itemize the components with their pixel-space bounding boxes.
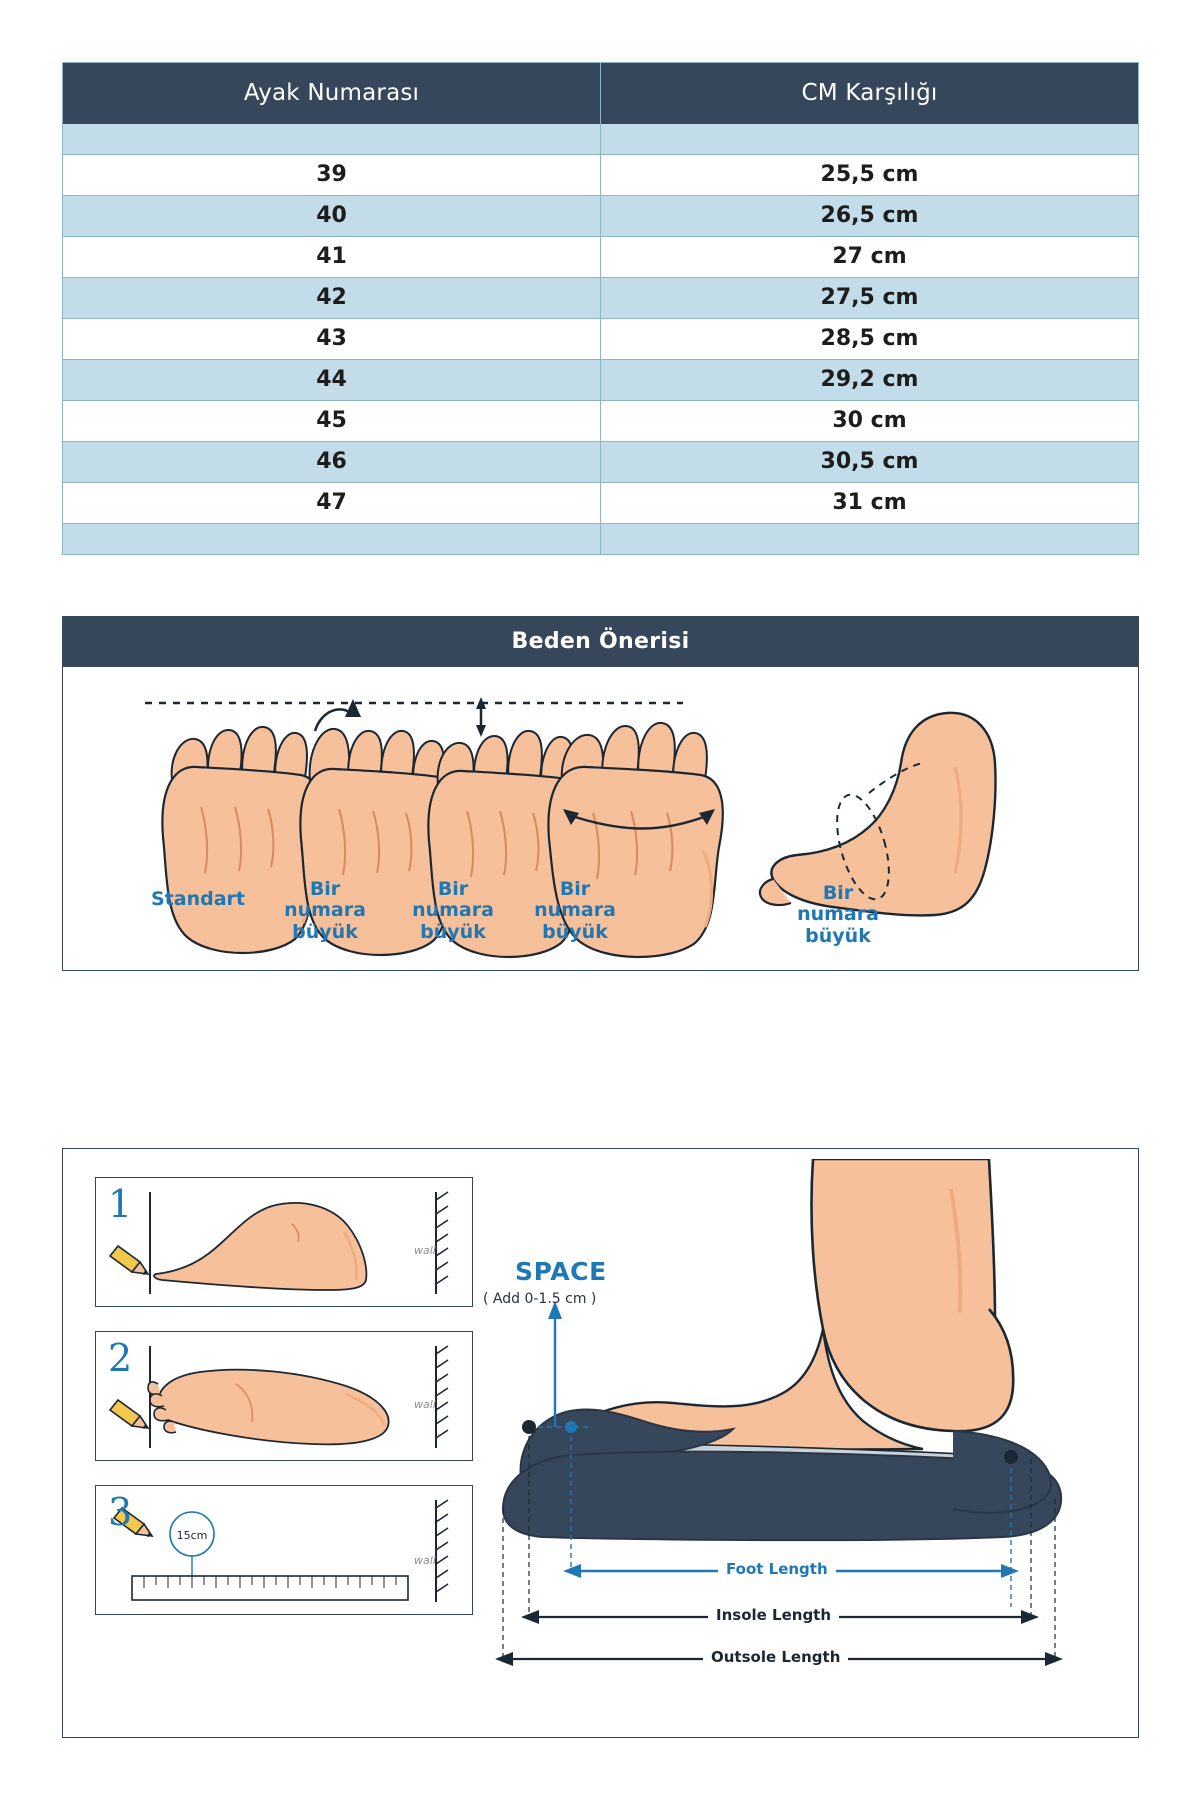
beden-onerisi-body (63, 667, 1138, 969)
wall-label-2: wall (414, 1398, 436, 1411)
ruler-mark-label: 15cm (176, 1529, 208, 1542)
spacer-cell-right (601, 524, 1139, 555)
foot-label-4-line3: büyük (542, 920, 608, 943)
step-number-1: 1 (108, 1182, 133, 1226)
table-row (63, 155, 1139, 196)
table-row (63, 360, 1139, 401)
cell-size: 43 (63, 319, 601, 360)
foot-label-5 (763, 883, 913, 947)
foot-label-5-line3: büyük (805, 924, 871, 947)
cell-size: 39 (63, 155, 601, 196)
foot-label-2-line3: büyük (292, 920, 358, 943)
cell-cm: 29,2 cm (601, 360, 1139, 401)
foot-label-standart: Standart (151, 888, 245, 910)
wall-label-3: wall (414, 1554, 436, 1567)
arrow-head-up (345, 699, 361, 717)
spacer-cell-left (63, 124, 601, 155)
foot-label-5-line2: numara (797, 903, 879, 926)
foot-label-3-line1: Bir (437, 878, 469, 900)
step-number-3: 3 (108, 1490, 133, 1534)
foot-label-5-line1: Bir (822, 882, 854, 904)
space-title: SPACE (515, 1257, 607, 1286)
size-chart-table (62, 62, 1139, 555)
measurement-panel (62, 1148, 1139, 1738)
cell-cm: 27 cm (601, 237, 1139, 278)
table-row (63, 278, 1139, 319)
column-header-cm: CM Karşılığı (601, 63, 1139, 125)
step-2-illustration (96, 1332, 472, 1460)
outsole-length-label: Outsole Length (703, 1648, 848, 1666)
column-header-size: Ayak Numarası (63, 63, 601, 125)
table-row (63, 196, 1139, 237)
table-row (63, 319, 1139, 360)
space-subtitle: ( Add 0-1.5 cm ) (483, 1291, 597, 1307)
shoe-heel-counter (953, 1431, 1051, 1513)
cell-cm: 26,5 cm (601, 196, 1139, 237)
insole-length-label: Insole Length (708, 1606, 839, 1624)
spacer-cell-right (601, 124, 1139, 155)
cell-size: 46 (63, 442, 601, 483)
foot-label-3-line2: numara (412, 899, 494, 922)
foot-length-label: Foot Length (718, 1560, 836, 1578)
cell-cm: 30,5 cm (601, 442, 1139, 483)
table-row (63, 237, 1139, 278)
foot-label-3-line3: büyük (420, 920, 486, 943)
pencil-icon (110, 1400, 148, 1429)
foot-label-4-line1: Bir (559, 878, 591, 900)
cell-size: 41 (63, 237, 601, 278)
beden-onerisi-title: Beden Önerisi (63, 617, 1138, 667)
table-row (63, 401, 1139, 442)
cell-cm: 27,5 cm (601, 278, 1139, 319)
step-number-2: 2 (108, 1336, 133, 1380)
pencil-icon (110, 1246, 148, 1275)
table-header-row (63, 63, 1139, 125)
step-3-illustration (96, 1486, 472, 1614)
foot-label-4 (500, 879, 650, 943)
cell-cm: 28,5 cm (601, 319, 1139, 360)
cell-cm: 25,5 cm (601, 155, 1139, 196)
cell-size: 45 (63, 401, 601, 442)
ruler (132, 1576, 408, 1600)
cell-size: 44 (63, 360, 601, 401)
table-row (63, 483, 1139, 524)
table-row (63, 442, 1139, 483)
step-1-illustration (96, 1178, 472, 1306)
cell-size: 47 (63, 483, 601, 524)
foot-length-endpoint (1004, 1450, 1018, 1464)
shoe-fit-diagram (483, 1159, 1123, 1729)
spacer-cell-left (63, 524, 601, 555)
size-recommendation-panel (62, 616, 1139, 971)
cell-size: 40 (63, 196, 601, 237)
cell-cm: 30 cm (601, 401, 1139, 442)
foot-label-2-line1: Bir (309, 878, 341, 900)
step-box-2 (95, 1331, 473, 1461)
step-box-1 (95, 1177, 473, 1307)
cell-size: 42 (63, 278, 601, 319)
wall-label-1: wall (414, 1244, 436, 1257)
foot-label-2-line2: numara (284, 899, 366, 922)
table-spacer-row-bottom (63, 524, 1139, 555)
step-box-3 (95, 1485, 473, 1615)
table-spacer-row-top (63, 124, 1139, 155)
cell-cm: 31 cm (601, 483, 1139, 524)
foot-label-4-line2: numara (534, 899, 616, 922)
